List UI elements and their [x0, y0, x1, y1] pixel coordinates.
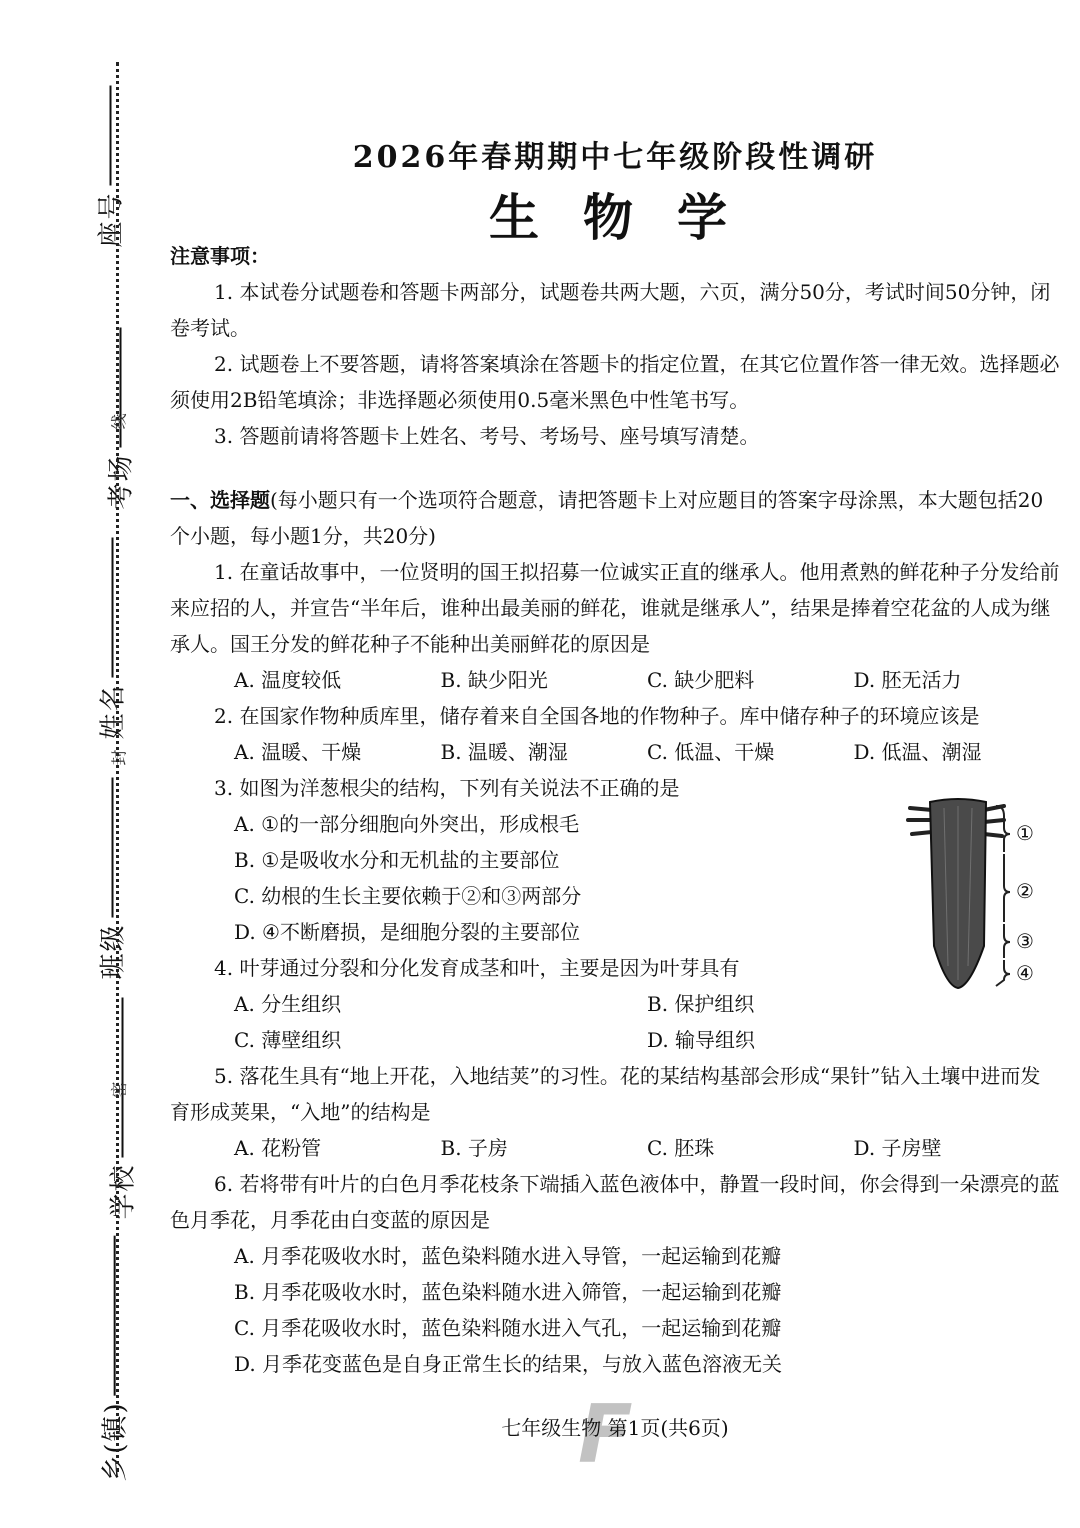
option: D. 胚无活力 — [853, 668, 962, 692]
option: D. 月季花变蓝色是自身正常生长的结果，与放入蓝色溶液无关 — [234, 1352, 783, 1376]
question-4-stem: 4. 叶芽通过分裂和分化发育成茎和叶，主要是因为叶芽具有 — [214, 956, 740, 980]
notice-item-1: 1. 本试卷分试题卷和答题卡两部分，试题卷共两大题，六页，满分50分，考试时间50分钟，闭卷考试。 — [170, 280, 1051, 340]
question-3-stem: 3. 如图为洋葱根尖的结构，下列有关说法不正确的是 — [214, 776, 680, 800]
question-1-options — [170, 662, 1060, 698]
option: A. 花粉管 — [234, 1136, 322, 1160]
root-tip-figure — [900, 796, 1050, 996]
option: D. 子房壁 — [853, 1136, 942, 1160]
seal-mark-line: 线 — [109, 413, 129, 430]
subject-title: 生物学 — [489, 188, 771, 247]
township-field — [95, 1235, 132, 1481]
question-2-options — [170, 734, 1060, 770]
option: C. 薄壁组织 — [234, 1028, 342, 1052]
binding-dotted-line — [116, 62, 119, 1472]
exam-title: 2026年春期期中七年级阶段性调研 — [352, 140, 878, 175]
class-field — [93, 777, 130, 979]
section1-instructions: (每小题只有一个选项符合题意，请把答题卡上对应题目的答案字母涂黑，本大题包括20个小题，每小题1分，共20分) — [170, 488, 1044, 548]
paper-version-mark: F — [578, 1388, 633, 1481]
option: A. 分生组织 — [234, 992, 342, 1016]
class-label: 班级 — [98, 923, 129, 980]
exam-room-label: 考场 — [106, 453, 137, 510]
seat-number-label: 座号 — [96, 191, 127, 248]
option: A. 温暖、干燥 — [234, 740, 362, 764]
option: C. 缺少肥料 — [647, 668, 755, 692]
option: C. 月季花吸收水时，蓝色染料随水进入气孔，一起运输到花瓣 — [234, 1316, 782, 1340]
section1-heading: 一、选择题 — [170, 488, 270, 512]
option: B. 温暖、潮湿 — [440, 740, 568, 764]
option: B. 缺少阳光 — [440, 668, 548, 692]
option: D. ④不断磨损，是细胞分裂的主要部位 — [234, 920, 580, 944]
name-label: 姓名 — [98, 683, 129, 740]
option: A. 温度较低 — [234, 668, 342, 692]
option: C. 幼根的生长主要依赖于②和③两部分 — [234, 884, 582, 908]
school-label: 学校 — [108, 1163, 139, 1220]
option: B. ①是吸收水分和无机盐的主要部位 — [234, 848, 560, 872]
option: A. ①的一部分细胞向外突出，形成根毛 — [234, 812, 580, 836]
question-6-stem: 6. 若将带有叶片的白色月季花枝条下端插入蓝色液体中，静置一段时间，你会得到一朵漂亮的蓝色月季花，月季花由白变蓝的原因是 — [170, 1172, 1060, 1232]
figure-label-3: ③ — [1016, 929, 1034, 953]
notice-title: 注意事项： — [170, 244, 270, 268]
option: A. 月季花吸收水时，蓝色染料随水进入导管，一起运输到花瓣 — [234, 1244, 782, 1268]
figure-label-2: ② — [1016, 879, 1034, 903]
notice-item-3: 3. 答题前请将答题卡上姓名、考号、考场号、座号填写清楚。 — [214, 424, 760, 448]
school-field — [103, 997, 140, 1219]
name-field — [93, 537, 130, 739]
township-label: 乡(镇) — [100, 1401, 131, 1482]
option: D. 低温、潮湿 — [853, 740, 982, 764]
option: C. 胚珠 — [647, 1136, 715, 1160]
option: B. 子房 — [440, 1136, 508, 1160]
option: B. 保护组织 — [647, 992, 755, 1016]
seal-mark-seal: 封 — [109, 749, 129, 766]
page-footer: 七年级生物 第1页(共6页) — [501, 1416, 729, 1440]
section1-header — [170, 482, 1060, 554]
question-4-options-row2 — [170, 1022, 1060, 1058]
option: C. 低温、干燥 — [647, 740, 775, 764]
seal-mark-secret: 密 — [109, 1081, 129, 1098]
question-5-stem: 5. 落花生具有“地上开花，入地结荚”的习性。花的某结构基部会形成“果针”钻入土壤中进而发育形成荚果，“入地”的结构是 — [170, 1064, 1041, 1124]
figure-label-4: ④ — [1016, 961, 1034, 985]
option: D. 输导组织 — [647, 1028, 756, 1052]
question-1-stem: 1. 在童话故事中，一位贤明的国王拟招募一位诚实正直的继承人。他用煮熟的鲜花种子分发给前来应招的人，并宣告“半年后，谁种出最美丽的鲜花，谁就是继承人”，结果是捧着空花盆的人成为继承人。国王分发的鲜花种子不能种出美丽鲜花的原因是 — [170, 560, 1060, 656]
option: B. 月季花吸收水时，蓝色染料随水进入筛管，一起运输到花瓣 — [234, 1280, 782, 1304]
figure-label-1: ① — [1016, 821, 1034, 845]
root-tip-illustration — [900, 796, 1050, 996]
notice-item-2: 2. 试题卷上不要答题，请将答案填涂在答题卡的指定位置，在其它位置作答一律无效。选择题必须使用2B铅笔填涂；非选择题必须使用0.5毫米黑色中性笔书写。 — [170, 352, 1060, 412]
question-2-stem: 2. 在国家作物种质库里，储存着来自全国各地的作物种子。库中储存种子的环境应该是 — [214, 704, 980, 728]
question-5-options — [170, 1130, 1060, 1166]
